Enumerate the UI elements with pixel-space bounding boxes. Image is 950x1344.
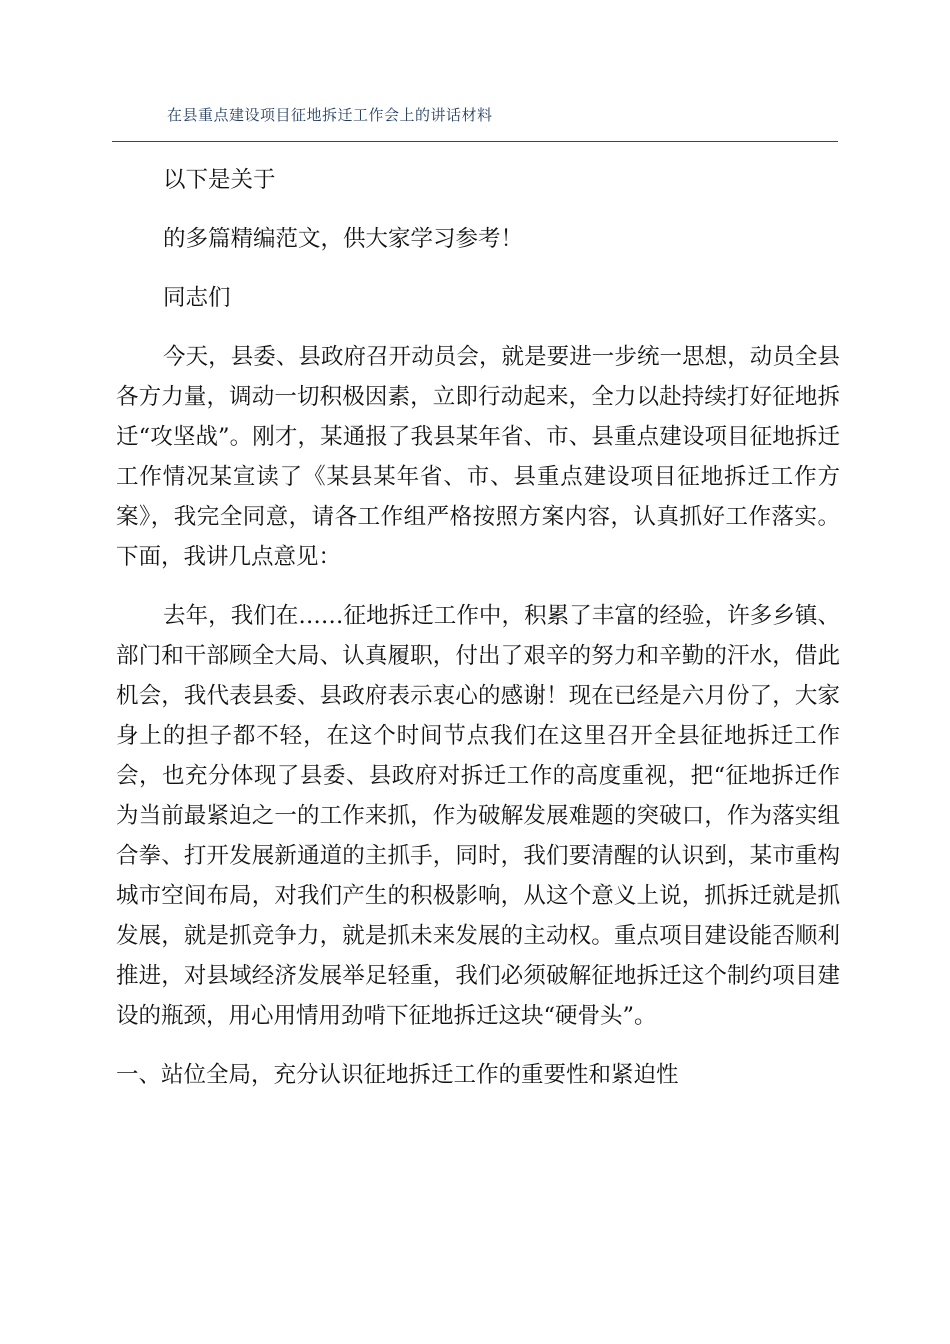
section-heading: 一、站位全局，充分认识征地拆迁工作的重要性和紧迫性 [116,1062,679,1088]
paragraph-2: 去年，我们在……征地拆迁工作中，积累了丰富的经验，许多乡镇、部门和干部顾全大局、认真履职，付出了艰辛的努力和辛勤的汗水，借此机会，我代表县委、县政府表示衷心的感谢！现在已经是六月份了，大家身上的担子都不轻，在这个时间节点我们在这里召开全县征地拆迁工作会，也充分体现了县委、县政府对拆迁工作的高度重视，把“征地拆迁作为当前最紧迫之一的工作来抓，作为破解发展难题的突破口，作为落实组合拳、打开发展新通道的主抓手，同时，我们要清醒的认识到，某市重构城市空间布局，对我们产生的积极影响，从这个意义上说，抓拆迁就是抓发展，就是抓竞争力，就是抓未来发展的主动权。重点项目建设能否顺利推进，对县域经济发展举足轻重，我们必须破解征地拆迁这个制约项目建设的瓶颈，用心用情用劲啃下征地拆迁这块“硬骨头”。 [116,603,840,1029]
header-divider [112,141,838,142]
salutation: 同志们 [163,285,231,311]
intro-line-2: 的多篇精编范文，供大家学习参考！ [163,226,524,252]
document-body [116,160,840,1095]
paragraph-1: 今天，县委、县政府召开动员会，就是要进一步统一思想，动员全县各方力量，调动一切积极因素，立即行动起来，全力以赴持续打好征地拆迁“攻坚战”。刚才，某通报了我县某年省、市、县重点建设项目征地拆迁工作情况某宣读了《某县某年省、市、县重点建设项目征地拆迁工作方案》，我完全同意，请各工作组严格按照方案内容，认真抓好工作落实。下面，我讲几点意见： [116,344,840,570]
intro-line-1: 以下是关于 [163,167,276,193]
page-header-title: 在县重点建设项目征地拆迁工作会上的讲话材料 [167,106,493,124]
